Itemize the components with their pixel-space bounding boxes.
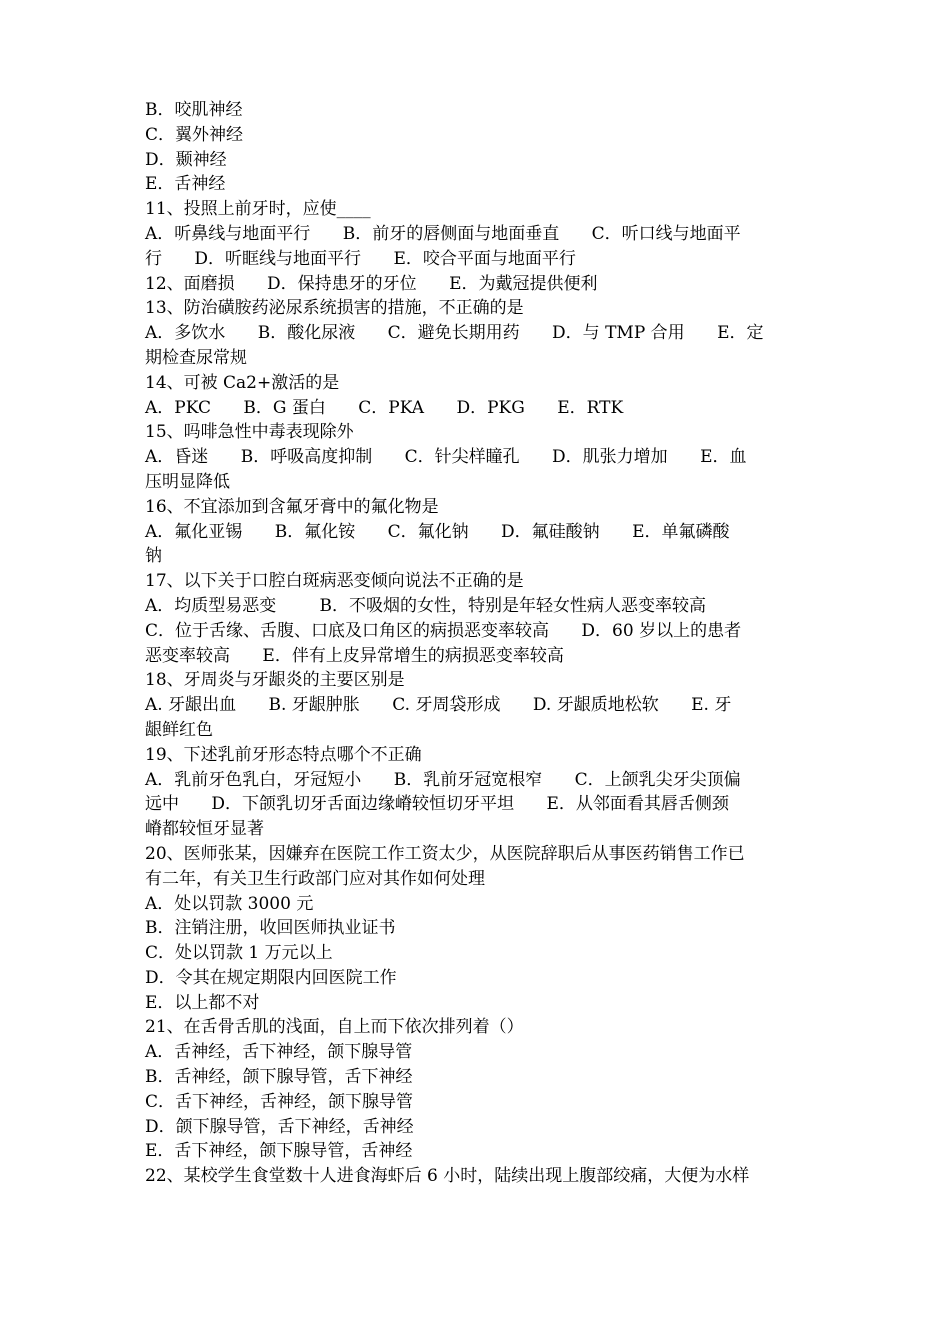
- text-line: C．舌下神经，舌神经，颌下腺导管: [145, 1091, 414, 1112]
- text-line: A．乳前牙色乳白，牙冠短小 B．乳前牙冠宽根窄 C．上颌乳尖牙尖顶偏: [145, 769, 741, 790]
- text-line: A．听鼻线与地面平行 B．前牙的唇侧面与地面垂直 C．听口线与地面平: [145, 223, 741, 244]
- text-line: 远中 D．下颌乳切牙舌面边缘嵴较恒切牙平坦 E．从邻面看其唇舌侧颈: [145, 794, 729, 815]
- text-line: 行 D．听眶线与地面平行 E．咬合平面与地面平行: [145, 248, 576, 269]
- text-line: 恶变率较高 E．伴有上皮异常增生的病损恶变率较高: [145, 645, 564, 666]
- text-line: E．舌下神经，颌下腺导管，舌神经: [145, 1141, 413, 1162]
- question-17-stem: 17、以下关于口腔白斑病恶变倾向说法不正确的是: [145, 571, 524, 592]
- text-line: B．咬肌神经: [145, 100, 243, 120]
- text-line: E．舌神经: [145, 174, 226, 195]
- question-19-stem: 19、下述乳前牙形态特点哪个不正确: [145, 744, 422, 765]
- question-14-stem: 14、可被 Ca2+激活的是: [145, 372, 340, 393]
- text-line: 钠: [145, 546, 162, 567]
- question-11-stem: 11、投照上前牙时，应使____: [145, 199, 371, 220]
- text-line: A．PKC B．G 蛋白 C．PKA D．PKG E．RTK: [145, 397, 624, 418]
- question-18-stem: 18、牙周炎与牙龈炎的主要区别是: [145, 670, 405, 691]
- text-line: A. 牙龈出血 B. 牙龈肿胀 C. 牙周袋形成 D. 牙龈质地松软 E. 牙: [145, 695, 732, 716]
- question-22-stem: 22、某校学生食堂数十人进食海虾后 6 小时，陆续出现上腹部绞痛，大便为水样: [145, 1166, 750, 1187]
- text-line: A．多饮水 B．酸化尿液 C．避免长期用药 D．与 TMP 合用 E．定: [145, 323, 764, 344]
- text-line: A．均质型易恶变 B．不吸烟的女性，特别是年轻女性病人恶变率较高: [145, 595, 706, 616]
- text-line: A．舌神经，舌下神经，颌下腺导管: [145, 1042, 413, 1063]
- text-line: 期检查尿常规: [145, 347, 247, 368]
- text-line: A．处以罚款 3000 元: [145, 893, 314, 914]
- document-page: [145, 98, 810, 1189]
- question-21-stem: 21、在舌骨舌肌的浅面，自上而下依次排列着（）: [145, 1017, 524, 1038]
- text-line: C．位于舌缘、舌腹、口底及口角区的病损恶变率较高 D．60 岁以上的患者: [145, 620, 742, 641]
- text-line: C．翼外神经: [145, 124, 244, 145]
- text-line: D．颌下腺导管，舌下神经，舌神经: [145, 1116, 414, 1137]
- question-13-stem: 13、防治磺胺药泌尿系统损害的措施，不正确的是: [145, 298, 524, 319]
- question-15-stem: 15、吗啡急性中毒表现除外: [145, 422, 354, 443]
- text-line: B．舌神经，颌下腺导管，舌下神经: [145, 1067, 413, 1088]
- text-line: D．颞神经: [145, 149, 227, 170]
- question-16-stem: 16、不宜添加到含氟牙膏中的氟化物是: [145, 496, 439, 517]
- text-line: E．以上都不对: [145, 992, 260, 1013]
- text-line: A．昏迷 B．呼吸高度抑制 C．针尖样瞳孔 D．肌张力增加 E．血: [145, 447, 747, 468]
- text-line: A．氟化亚锡 B．氟化铵 C．氟化钠 D．氟硅酸钠 E．单氟磷酸: [145, 521, 730, 542]
- question-20-stem: 20、医师张某，因嫌弃在医院工作工资太少，从医院辞职后从事医药销售工作已: [145, 843, 745, 864]
- text-line: C．处以罚款 1 万元以上: [145, 943, 333, 964]
- text-line: 有二年，有关卫生行政部门应对其作如何处理: [145, 868, 485, 889]
- text-line: D．令其在规定期限内回医院工作: [145, 967, 397, 988]
- question-12-stem: 12、面磨损 D．保持患牙的牙位 E．为戴冠提供便利: [145, 273, 598, 294]
- text-line: 压明显降低: [145, 471, 230, 492]
- text-line: B．注销注册，收回医师执业证书: [145, 918, 396, 939]
- text-line: 嵴都较恒牙显著: [145, 819, 264, 840]
- text-line: 龈鲜红色: [145, 719, 213, 740]
